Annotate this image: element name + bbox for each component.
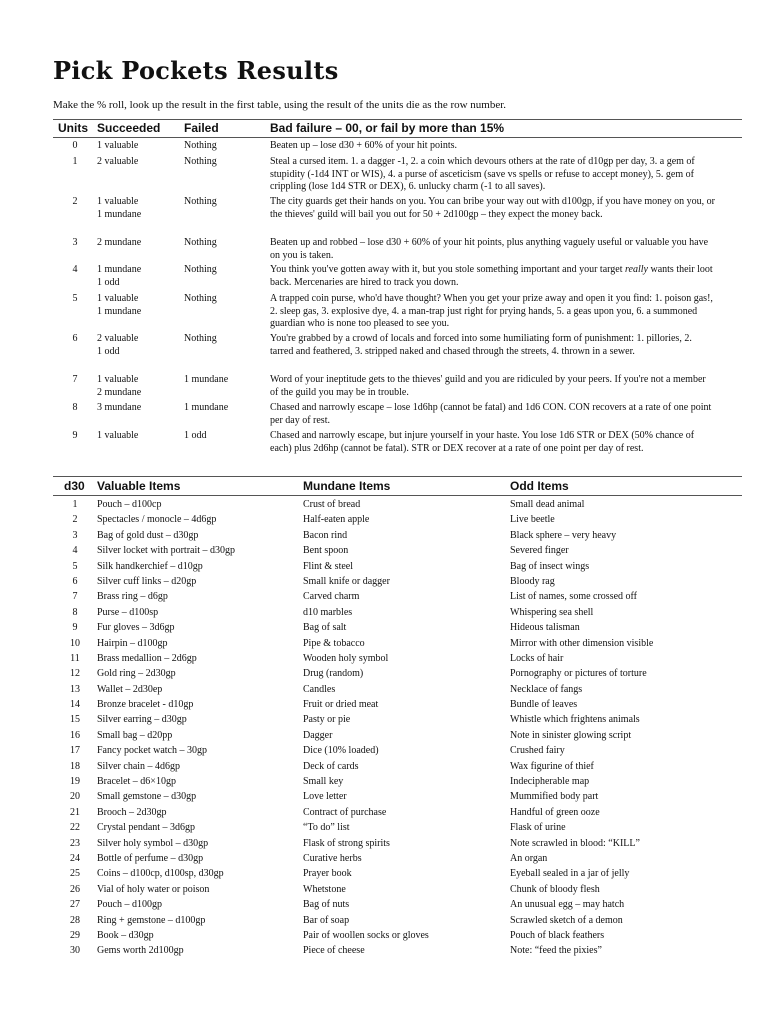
d30-value: 5: [72, 560, 78, 572]
odd-item: Necklace of fangs: [510, 683, 583, 695]
items-row: [0, 728, 768, 743]
succeeded-line: 1 valuable: [97, 374, 139, 385]
d30-value: 6: [72, 575, 78, 587]
items-row: [0, 620, 768, 635]
items-row: [0, 712, 768, 727]
succeeded-value: [97, 430, 179, 443]
items-row: [0, 605, 768, 620]
failed-value: 1 odd: [184, 430, 207, 441]
valuable-item: Gems worth 2d100gp: [97, 945, 184, 957]
odd-item: Pouch of black feathers: [510, 929, 605, 941]
items-row: [0, 851, 768, 866]
results-table-header: [0, 121, 768, 137]
valuable-item: Fur gloves – 3d6gp: [97, 622, 175, 634]
items-row: [0, 528, 768, 543]
items-row: [0, 836, 768, 851]
succeeded-line: 1 valuable: [97, 140, 139, 151]
units-value: 8: [72, 402, 78, 413]
d30-value: 22: [70, 822, 80, 834]
items-table-top-rule: [53, 476, 742, 477]
bad-failure-value: Beaten up – lose d30 + 60% of your hit points.: [270, 140, 458, 151]
succeeded-line: 1 valuable: [97, 430, 139, 441]
header-bad-failure: Bad failure – 00, or fail by more than 15%: [270, 121, 505, 135]
items-row: [0, 789, 768, 804]
bad-failure-value: Chased and narrowly escape, but injure yourself in your haste. You lose 1d6 STR or DEX (50% chance of each) plus 2d6hp (cannot be fatal). STR or DEX recover at a rate of one point per day of rest.: [270, 430, 695, 454]
items-row: [0, 820, 768, 835]
valuable-item: Wallet – 2d30ep: [97, 683, 163, 695]
valuable-item: Ring + gemstone – d100gp: [97, 914, 206, 926]
valuable-item: Silk handkerchief – d10gp: [97, 560, 203, 572]
succeeded-value: [97, 140, 179, 153]
items-row: [0, 774, 768, 789]
succeeded-value: [97, 264, 179, 289]
d30-value: 23: [70, 837, 80, 849]
odd-item: Flask of urine: [510, 822, 566, 834]
units-value: 2: [72, 196, 78, 207]
d30-value: 7: [72, 591, 78, 603]
d30-value: 30: [70, 945, 80, 957]
odd-item: Wax figurine of thief: [510, 760, 594, 772]
odd-item: Severed finger: [510, 545, 569, 557]
units-value: 1: [72, 156, 78, 167]
items-row: [0, 497, 768, 512]
d30-value: 3: [72, 529, 78, 541]
d30-value: 19: [70, 776, 80, 788]
units-value: 4: [72, 264, 78, 275]
odd-item: Whispering sea shell: [510, 606, 594, 618]
succeeded-line: 2 mundane: [97, 386, 142, 398]
mundane-item: Wooden holy symbol: [303, 652, 389, 664]
bad-failure-value: You're grabbed by a crowd of locals and forced into some humiliating form of punishment: 1. pillories, 2. tarred and feathered, 3. stripped naked and chased through the streets, 4. thrown in a sewer.: [270, 333, 692, 357]
odd-item: Black sphere – very heavy: [510, 529, 617, 541]
mundane-item: Dagger: [303, 729, 333, 741]
mundane-item: Pair of woollen socks or gloves: [303, 929, 429, 941]
odd-item: Bloody rag: [510, 575, 555, 587]
units-value: 3: [72, 237, 78, 248]
valuable-item: Silver earring – d30gp: [97, 714, 187, 726]
succeeded-line: 2 mundane: [97, 237, 142, 248]
d30-value: 1: [72, 499, 78, 510]
page-title: Pick Pockets Results: [53, 56, 339, 85]
succeeded-value: [97, 237, 179, 250]
bad-failure-text: wants their loot back. Mercenaries are hired to track you down.: [270, 264, 713, 288]
items-row: [0, 697, 768, 712]
odd-item: Pornography or pictures of torture: [510, 668, 647, 680]
d30-value: 21: [70, 806, 80, 818]
header-mundane: Mundane Items: [303, 479, 391, 493]
succeeded-value: [97, 293, 179, 318]
odd-item: Bag of insect wings: [510, 560, 590, 572]
items-row: [0, 512, 768, 527]
d30-value: 25: [70, 868, 80, 880]
units-value: 5: [72, 293, 78, 304]
valuable-item: Silver cuff links – d20gp: [97, 575, 197, 587]
valuable-item: Small gemstone – d30gp: [97, 791, 197, 803]
mundane-item: Drug (random): [303, 668, 364, 680]
d30-value: 8: [72, 606, 78, 618]
odd-item: Bundle of leaves: [510, 699, 578, 711]
mundane-item: Candles: [303, 683, 336, 695]
odd-item: Hideous talisman: [510, 622, 580, 634]
succeeded-line: 1 mundane: [97, 305, 142, 317]
odd-item: Small dead animal: [510, 499, 585, 510]
mundane-item: d10 marbles: [303, 606, 353, 618]
valuable-item: Silver chain – 4d6gp: [97, 760, 181, 772]
items-row: [0, 666, 768, 681]
items-row: [0, 682, 768, 697]
header-succeeded: Succeeded: [97, 121, 161, 135]
results-table-top-rule: [53, 119, 742, 120]
valuable-item: Silver locket with portrait – d30gp: [97, 545, 236, 557]
mundane-item: Bar of soap: [303, 914, 350, 926]
failed-value: Nothing: [184, 264, 217, 275]
valuable-item: Pouch – d100gp: [97, 899, 162, 911]
mundane-item: Deck of cards: [303, 760, 359, 772]
items-row: [0, 574, 768, 589]
valuable-item: Brass ring – d6gp: [97, 591, 168, 603]
odd-item: Indecipherable map: [510, 776, 590, 788]
odd-item: Chunk of bloody flesh: [510, 883, 600, 895]
odd-item: Mummified body part: [510, 791, 599, 803]
failed-value: Nothing: [184, 196, 217, 207]
d30-value: 14: [70, 699, 80, 711]
items-row: [0, 882, 768, 897]
units-value: 7: [72, 374, 78, 385]
bad-failure-value: Beaten up and robbed – lose d30 + 60% of your hit points, plus anything vaguely useful or valuable you have on you is taken.: [270, 237, 709, 261]
odd-item: Note scrawled in blood: “KILL”: [510, 837, 640, 849]
succeeded-value: [97, 333, 179, 358]
valuable-item: Small bag – d20pp: [97, 729, 173, 741]
items-row: [0, 543, 768, 558]
bad-failure-value: Word of your ineptitude gets to the thieves' guild and you are ridiculed by your peers. If you're not a member of the guild you may be in trouble.: [270, 374, 706, 398]
failed-value: 1 mundane: [184, 374, 229, 385]
odd-item: Note: “feed the pixies”: [510, 945, 602, 957]
header-d30: d30: [64, 479, 85, 493]
bad-failure-value: [270, 264, 715, 289]
bad-failure-value: Steal a cursed item. 1. a dagger -1, 2. a coin which devours others at the rate of d10gp per day, 3. a gem of stupidity (-1d4 INT or WIS), 4. a purse of asceticism (save vs spells or refuse to accept money), 5. gem of crippling (lose 1d4 STR or DEX), 6. unlucky charm (-1 to all saves).: [270, 156, 695, 192]
odd-item: Whistle which frightens animals: [510, 714, 640, 726]
succeeded-line: 3 mundane: [97, 402, 142, 413]
valuable-item: Silver holy symbol – d30gp: [97, 837, 209, 849]
items-table-header: [0, 479, 768, 495]
items-row: [0, 805, 768, 820]
odd-item: Scrawled sketch of a demon: [510, 914, 623, 926]
odd-item: An organ: [510, 852, 548, 864]
d30-value: 17: [70, 745, 80, 757]
mundane-item: Bag of nuts: [303, 899, 350, 911]
d30-value: 24: [70, 852, 80, 864]
bad-failure-emphasis: really: [625, 264, 648, 275]
mundane-item: Whetstone: [303, 883, 346, 895]
mundane-item: Flint & steel: [303, 560, 353, 572]
mundane-item: Bacon rind: [303, 529, 348, 541]
d30-value: 13: [70, 683, 80, 695]
odd-item: Locks of hair: [510, 652, 564, 664]
failed-value: Nothing: [184, 293, 217, 304]
mundane-item: “To do” list: [303, 822, 350, 834]
d30-value: 28: [70, 914, 80, 926]
odd-item: Mirror with other dimension visible: [510, 637, 654, 649]
mundane-item: Piece of cheese: [303, 945, 365, 957]
odd-item: Handful of green ooze: [510, 806, 600, 818]
odd-item: An unusual egg – may hatch: [510, 899, 625, 911]
mundane-item: Love letter: [303, 791, 347, 803]
mundane-item: Prayer book: [303, 868, 352, 880]
items-row: [0, 943, 768, 958]
succeeded-value: [97, 402, 179, 415]
valuable-item: Fancy pocket watch – 30gp: [97, 745, 207, 757]
mundane-item: Carved charm: [303, 591, 360, 603]
valuable-item: Brass medallion – 2d6gp: [97, 652, 197, 664]
header-valuable: Valuable Items: [97, 479, 181, 493]
succeeded-value: [97, 374, 179, 399]
mundane-item: Flask of strong spirits: [303, 837, 390, 849]
mundane-item: Curative herbs: [303, 852, 362, 864]
odd-item: Note in sinister glowing script: [510, 729, 632, 741]
units-value: 6: [72, 333, 78, 344]
d30-value: 15: [70, 714, 80, 726]
items-row: [0, 759, 768, 774]
mundane-item: Bag of salt: [303, 622, 347, 634]
results-table-header-rule: [53, 137, 742, 138]
failed-value: Nothing: [184, 333, 217, 344]
odd-item: List of names, some crossed off: [510, 591, 638, 603]
items-row: [0, 559, 768, 574]
valuable-item: Vial of holy water or poison: [97, 883, 210, 895]
succeeded-line: 1 mundane: [97, 208, 142, 220]
mundane-item: Pasty or pie: [303, 714, 351, 726]
odd-item: Eyeball sealed in a jar of jelly: [510, 868, 630, 880]
failed-value: Nothing: [184, 237, 217, 248]
d30-value: 27: [70, 899, 80, 911]
valuable-item: Spectacles / monocle – 4d6gp: [97, 514, 217, 526]
bad-failure-text: You think you've gotten away with it, but you stole something important and your target: [270, 264, 626, 275]
succeeded-line: 1 valuable: [97, 196, 139, 207]
valuable-item: Bag of gold dust – d30gp: [97, 529, 199, 541]
mundane-item: Small knife or dagger: [303, 575, 390, 587]
d30-value: 18: [70, 760, 80, 772]
odd-item: Live beetle: [510, 514, 555, 526]
succeeded-line: 2 valuable: [97, 156, 139, 167]
succeeded-value: [97, 156, 179, 169]
d30-value: 10: [70, 637, 80, 649]
valuable-item: Brooch – 2d30gp: [97, 806, 167, 818]
items-row: [0, 913, 768, 928]
items-row: [0, 589, 768, 604]
items-table-body: [0, 497, 768, 959]
items-row: [0, 928, 768, 943]
mundane-item: Dice (10% loaded): [303, 745, 379, 757]
succeeded-line: 2 valuable: [97, 333, 139, 344]
valuable-item: Bottle of perfume – d30gp: [97, 852, 204, 864]
failed-value: Nothing: [184, 140, 217, 151]
items-table-header-rule: [53, 495, 742, 496]
valuable-item: Crystal pendant – 3d6gp: [97, 822, 196, 834]
mundane-item: Bent spoon: [303, 545, 349, 557]
valuable-item: Hairpin – d100gp: [97, 637, 168, 649]
succeeded-line: 1 mundane: [97, 264, 142, 275]
succeeded-value: [97, 196, 179, 221]
header-failed: Failed: [184, 121, 219, 135]
d30-value: 2: [72, 514, 78, 526]
odd-item: Crushed fairy: [510, 745, 565, 757]
mundane-item: Contract of purchase: [303, 806, 387, 818]
mundane-item: Fruit or dried meat: [303, 699, 379, 711]
d30-value: 20: [70, 791, 80, 803]
valuable-item: Gold ring – 2d30gp: [97, 668, 176, 680]
header-units: Units: [58, 121, 88, 135]
valuable-item: Pouch – d100cp: [97, 499, 162, 510]
items-row: [0, 651, 768, 666]
valuable-item: Bracelet – d6×10gp: [97, 776, 176, 788]
valuable-item: Coins – d100cp, d100sp, d30gp: [97, 868, 224, 880]
succeeded-line: 1 odd: [97, 345, 120, 357]
valuable-item: Bronze bracelet - d10gp: [97, 699, 194, 711]
items-row: [0, 897, 768, 912]
units-value: 9: [72, 430, 78, 441]
failed-value: 1 mundane: [184, 402, 229, 413]
bad-failure-value: The city guards get their hands on you. You can bribe your way out with d100gp, if you have money on you, or the thieves' guild will bail you out for 50 + 2d100gp – they expect the money back.: [270, 196, 715, 220]
items-row: [0, 866, 768, 881]
items-row: [0, 743, 768, 758]
d30-value: 4: [72, 545, 78, 557]
failed-value: Nothing: [184, 156, 217, 167]
d30-value: 29: [70, 929, 80, 941]
d30-value: 11: [70, 652, 80, 664]
valuable-item: Book – d30gp: [97, 929, 154, 941]
succeeded-line: 1 odd: [97, 276, 120, 288]
bad-failure-value: A trapped coin purse, who'd have thought? When you get your prize away and open it you find: 1. poison gas!, 2. sleep gas, 3. explosive dye, 4. a man-trap just right for prying hands, 5. a geas upon you, 6. a summoned guardian who is none too pleased to see you.: [270, 293, 713, 329]
d30-value: 9: [72, 622, 78, 634]
mundane-item: Half-eaten apple: [303, 514, 370, 526]
intro-text: Make the % roll, look up the result in the first table, using the result of the units die as the row number.: [53, 99, 507, 111]
d30-value: 12: [70, 668, 80, 680]
mundane-item: Pipe & tobacco: [303, 637, 365, 649]
mundane-item: Small key: [303, 776, 344, 788]
mundane-item: Crust of bread: [303, 499, 361, 510]
d30-value: 16: [70, 729, 80, 741]
units-value: 0: [72, 140, 78, 151]
bad-failure-value: Chased and narrowly escape – lose 1d6hp (cannot be fatal) and 1d6 CON. CON recovers at a rate of one point per day of rest.: [270, 402, 712, 426]
d30-value: 26: [70, 883, 80, 895]
valuable-item: Purse – d100sp: [97, 606, 159, 618]
succeeded-line: 1 valuable: [97, 293, 139, 304]
header-odd: Odd Items: [510, 479, 569, 493]
items-row: [0, 636, 768, 651]
